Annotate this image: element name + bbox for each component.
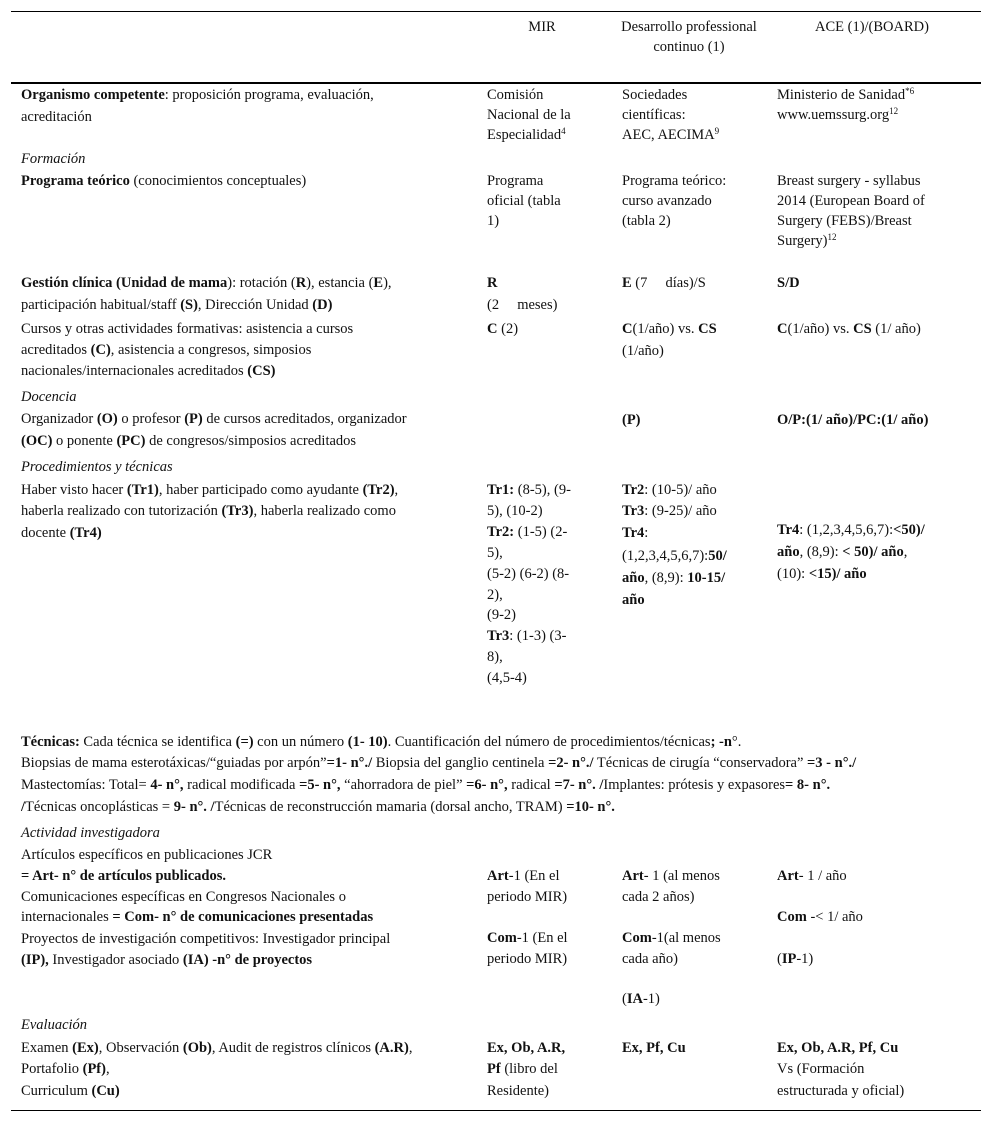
inv-dpc-ia: (IA-1) [622, 991, 660, 1007]
procedimientos-label-1: Haber visto hacer (Tr1), haber participado como ayudante (Tr2), [21, 482, 399, 498]
inv-proy-1: Proyectos de investigación competitivos: Investigador principal [21, 931, 391, 947]
procedimientos-mir-line: 5), [487, 544, 503, 561]
inv-mir-art-1: Art-1 (En el [487, 868, 560, 884]
inv-com-2: internacionales = Com- n° de comunicaciones presentadas [21, 909, 374, 925]
eval-mir-3: Residente) [487, 1083, 550, 1099]
section-docencia: Docencia [21, 389, 77, 405]
header-mir: MIR [528, 19, 556, 35]
organismo-ace-1: Ministerio de Sanidad$^{*6}$ [777, 86, 915, 103]
inv-dpc-art-2: cada 2 años) [622, 889, 695, 905]
proc-dpc-tr4: Tr4: [622, 525, 649, 541]
proc-ace-l2: año, (8,9): < 50)/ año, [777, 544, 908, 560]
docencia-ace: O/P:(1/ año)/PC:(1/ año) [777, 412, 929, 428]
cursos-label-2: acreditados (C), asistencia a congresos, simposios [21, 342, 312, 358]
proc-dpc-tr2: Tr2: (10-5)/ año [622, 482, 717, 498]
procedimientos-mir-line: Tr2: (1-5) (2- [487, 523, 568, 540]
section-procedimientos: Procedimientos y técnicas [21, 459, 173, 475]
inv-dpc-art-1: Art- 1 (al menos [622, 868, 720, 884]
procedimientos-mir-line: 8), [487, 649, 503, 666]
organismo-dpc-1: Sociedades [622, 87, 688, 103]
gestion-label-2: participación habitual/staff (S), Dirección Unidad (D) [21, 297, 333, 313]
eval-dpc: Ex, Pf, Cu [622, 1040, 686, 1056]
cursos-label-3: nacionales/internacionales acreditados (CS) [21, 363, 276, 379]
cursos-ace: C(1/año) vs. CS (1/ año) [777, 321, 921, 337]
procedimientos-mir-line: (9-2) [487, 607, 516, 624]
inv-mir-com-1: Com-1 (En el [487, 930, 568, 946]
inv-proy-2: (IP), Investigador asociado (IA) -n° de proyectos [21, 952, 313, 968]
programa-dpc-1: Programa teórico: [622, 173, 727, 189]
eval-ace-1: Ex, Ob, A.R, Pf, Cu [777, 1040, 899, 1056]
tecnicas-line-1: Técnicas: Cada técnica se identifica (=) con un número (1- 10). Cuantificación del número de procedimientos/técnicas; -n°. [21, 734, 742, 750]
inv-mir-art-2: periodo MIR) [487, 889, 568, 905]
organismo-label: Organismo competente: proposición programa, evaluación, [21, 87, 374, 103]
proc-ace-l3: (10): <15)/ año [777, 566, 867, 582]
section-investigacion: Actividad investigadora [21, 825, 160, 841]
inv-ace-ip: (IP-1) [777, 951, 814, 967]
tecnicas-line-2: Biopsias de mama esterotáxicas/“guiadas por arpón”=1- n°./ Biopsia del ganglio centinela =2- n°./ Técnicas de cirugía “conservadora” =3 - n°./ [21, 755, 857, 771]
procedimientos-mir-line: (4,5-4) [487, 670, 527, 687]
procedimientos-mir-line: Tr3: (1-3) (3- [487, 628, 567, 645]
procedimientos-mir-line: 2), [487, 586, 503, 603]
programa-dpc-3: (tabla 2) [622, 213, 671, 229]
gestion-dpc: E (7 días)/S [622, 275, 706, 291]
gestion-mir-1: R [487, 275, 498, 291]
eval-mir-2: Pf (libro del [487, 1061, 558, 1077]
organismo-label-2: acreditación [21, 109, 92, 125]
inv-dpc-com-1: Com-1(al menos [622, 930, 721, 946]
docencia-label-1: Organizador (O) o profesor (P) de cursos acreditados, organizador [21, 411, 407, 427]
inv-dpc-com-2: cada año) [622, 951, 678, 967]
section-formacion: Formación [21, 151, 86, 167]
proc-dpc-l6: año [622, 592, 645, 608]
inv-mir-com-2: periodo MIR) [487, 951, 568, 967]
cursos-dpc-2: (1/año) [622, 343, 664, 359]
inv-art-1: Artículos específicos en publicaciones JCR [21, 847, 273, 863]
proc-dpc-l4: (1,2,3,4,5,6,7):50/ [622, 548, 727, 564]
tecnicas-line-4: /Técnicas oncoplásticas = 9- n°. /Técnicas de reconstrucción mamaria (dorsal ancho, TRAM) =10- n°. [21, 799, 615, 815]
header-dpc: Desarrollo professional continuo (1) [621, 19, 757, 55]
docencia-label-2: (OC) o ponente (PC) de congresos/simposios acreditados [21, 433, 357, 449]
inv-com-1: Comunicaciones específicas en Congresos Nacionales o [21, 889, 346, 905]
docencia-dpc: (P) [622, 412, 641, 428]
gestion-ace: S/D [777, 275, 800, 291]
proc-ace-l1: Tr4: (1,2,3,4,5,6,7):<50)/ [777, 522, 925, 538]
organismo-mir: Comisión Nacional de la Especialidad$^4$ [487, 87, 571, 143]
header-divider [11, 82, 981, 84]
organismo-ace-2: www.uemssurg.org$^{12}$ [777, 106, 899, 123]
section-evaluacion: Evaluación [21, 1017, 88, 1033]
cursos-dpc-1: C(1/año) vs. CS [622, 321, 717, 337]
eval-label-2: Portafolio (Pf), [21, 1061, 110, 1077]
inv-art-2: = Art- n° de artículos publicados. [21, 868, 226, 884]
gestion-label-1: Gestión clínica (Unidad de mama): rotación (R), estancia (E), [21, 275, 392, 291]
eval-ace-3: estructurada y oficial) [777, 1083, 905, 1099]
procedimientos-label-2: haberla realizado con tutorización (Tr3), haberla realizado como [21, 503, 396, 519]
proc-dpc-l5: año, (8,9): 10-15/ [622, 570, 726, 586]
organismo-dpc-2: científicas: [622, 107, 686, 123]
eval-mir-1: Ex, Ob, A.R, [487, 1040, 566, 1056]
inv-ace-art: Art- 1 / año [777, 868, 847, 884]
tecnicas-line-3: Mastectomías: Total= 4- n°, radical modificada =5- n°, “ahorradora de piel” =6- n°, radical =7- n°. /Implantes: prótesis y expasores= 8- n°. [21, 777, 831, 793]
eval-label-1: Examen (Ex), Observación (Ob), Audit de registros clínicos (A.R), [21, 1040, 413, 1056]
programa-mir: Programa oficial (tabla 1) [487, 173, 561, 229]
gestion-mir-2: (2 meses) [487, 297, 558, 313]
proc-dpc-tr3: Tr3: (9-25)/ año [622, 503, 717, 519]
programa-label: Programa teórico (conocimientos conceptuales) [21, 173, 307, 189]
procedimientos-mir-line: 5), (10-2) [487, 502, 543, 519]
procedimientos-mir-line: (5-2) (6-2) (8- [487, 565, 570, 582]
cursos-label-1: Cursos y otras actividades formativas: asistencia a cursos [21, 321, 354, 337]
eval-ace-2: Vs (Formación [777, 1061, 865, 1077]
programa-dpc-2: curso avanzado [622, 193, 712, 209]
organismo-dpc-3: AEC, AECIMA$^9$ [622, 126, 720, 143]
procedimientos-label-3: docente (Tr4) [21, 525, 102, 541]
inv-ace-com: Com -< 1/ año [777, 909, 863, 925]
cursos-mir: C (2) [487, 321, 519, 337]
header-ace: ACE (1)/(BOARD) [815, 19, 929, 35]
programa-ace: Breast surgery - syllabus 2014 (European Board of Surgery (FEBS)/Breast Surgery)$^{12}$ [777, 173, 925, 249]
procedimientos-mir-line: Tr1: (8-5), (9- [487, 482, 571, 498]
eval-label-3: Curriculum (Cu) [21, 1083, 120, 1099]
